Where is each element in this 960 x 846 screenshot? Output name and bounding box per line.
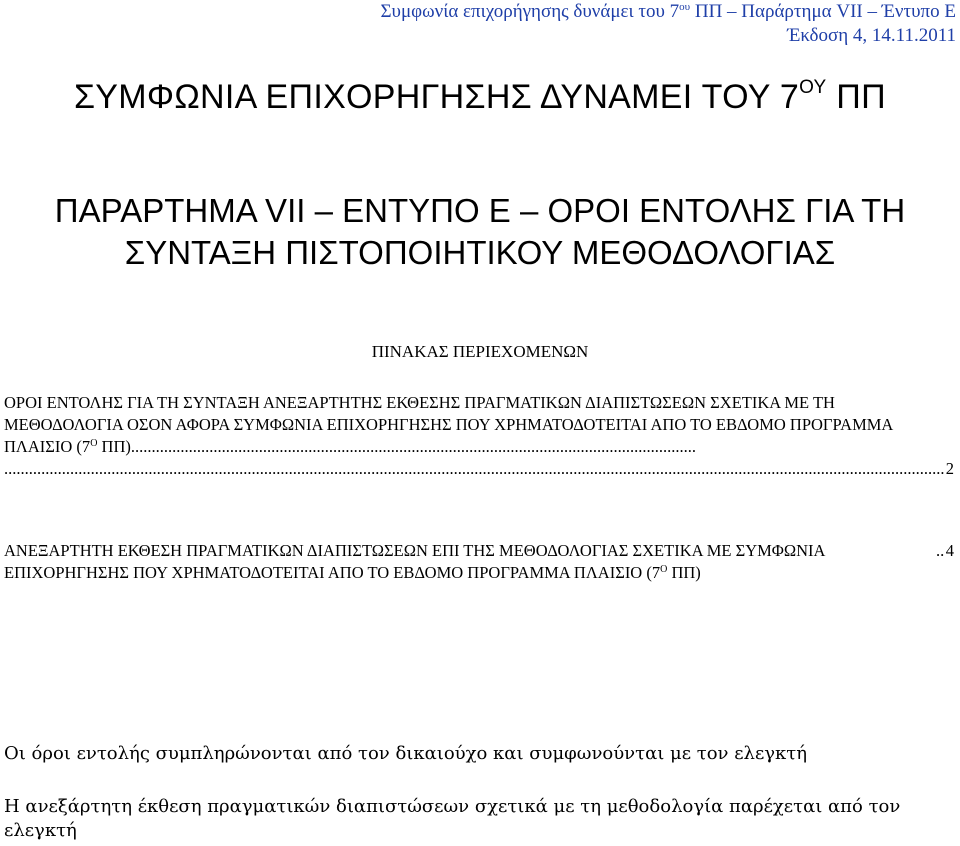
toc-heading: ΠΙΝΑΚΑΣ ΠΕΡΙΕΧΟΜΕΝΩΝ (371, 342, 589, 361)
document-subtitle: ΠΑΡΑΡΤΗΜΑ VII – ΕΝΤΥΠΟ Ε – ΟΡΟΙ ΕΝΤΟΛΗΣ ΓΙΑ ΤΗ ΣΥΝΤΑΞΗ ΠΙΣΤΟΠΟΙΗΤΙΚΟΥ ΜΕΘΟΔΟΛΟΓΙΑΣ (54, 192, 906, 271)
toc-entry-leader-row (4, 458, 954, 480)
header-version: Έκδοση 4, 14.11.2011 (787, 25, 956, 46)
toc-dot-leader (936, 540, 944, 562)
toc-entry[interactable] (4, 392, 954, 480)
toc-page-number: 2 (945, 459, 954, 478)
document-title: ΣΥΜΦΩΝΙΑ ΕΠΙΧΟΡΗΓΗΣΗΣ ΔΥΝΑΜΕΙ ΤΟΥ $7^{O\Upsilon}$ ΠΠ (73, 77, 886, 116)
toc-entry-text: ΑΝΕΞΑΡΤΗΤΗ ΕΚΘΕΣΗ ΠΡΑΓΜΑΤΙΚΩΝ ΔΙΑΠΙΣΤΩΣΕΩΝ ΕΠΙ ΤΗΣ ΜΕΘΟΔΟΛΟΓΙΑΣ ΣΧΕΤΙΚΑ ΜΕ ΣΥΜΦΩΝΙΑ ΕΠΙΧΟΡΗΓΗΣΗΣ ΠΟΥ ΧΡΗΜΑΤΟΔΟΤΕΙΤΑΙ ΑΠΟ ΤΟ ΕΒΔΟΜΟ ΠΡΟΓΡΑΜΜΑ ΠΛΑΙΣΙΟ ($7^O$ ΠΠ) (4, 541, 825, 582)
toc-entry-text: ΟΡΟΙ ΕΝΤΟΛΗΣ ΓΙΑ ΤΗ ΣΥΝΤΑΞΗ ΑΝΕΞΑΡΤΗΤΗΣ ΕΚΘΕΣΗΣ ΠΡΑΓΜΑΤΙΚΩΝ ΔΙΑΠΙΣΤΩΣΕΩΝ ΣΧΕΤΙΚΑ ΜΕ ΤΗ ΜΕΘΟΔΟΛΟΓΙΑ ΟΣΟΝ ΑΦΟΡΑ ΣΥΜΦΩΝΙΑ ΕΠΙΧΟΡΗΓΗΣΗΣ ΠΟΥ ΧΡΗΜΑΤΟΔΟΤΕΙΤΑΙ ΑΠΟ ΤΟ ΕΒΔΟΜΟ ΠΡΟΓΡΑΜΜΑ ΠΛΑΙΣΙΟ ($7^O$ ΠΠ)......................................................................................................................................... (4, 393, 893, 456)
toc-entry[interactable] (4, 540, 954, 584)
toc-dot-leader (4, 458, 944, 480)
header-document-reference: Συμφωνία επιχορήγησης δυνάμει του $7^{o\upsilon}$ ΠΠ – Παράρτημα VII – Έντυπο Ε (380, 1, 956, 22)
toc-entry-row (4, 540, 954, 584)
terms-note: Οι όροι εντολής συμπληρώνονται από τον δικαιούχο και συμφωνούνται με τον ελεγκτή (4, 743, 808, 764)
page-header (381, 0, 957, 48)
toc-dot-leader: ......................................................................................................................................... (130, 437, 696, 456)
toc-page-number: 4 (945, 541, 954, 560)
report-note: Η ανεξάρτητη έκθεση πραγματικών διαπιστώσεων σχετικά με τη μεθοδολογία παρέχεται από τον ελεγκτή (4, 796, 901, 841)
